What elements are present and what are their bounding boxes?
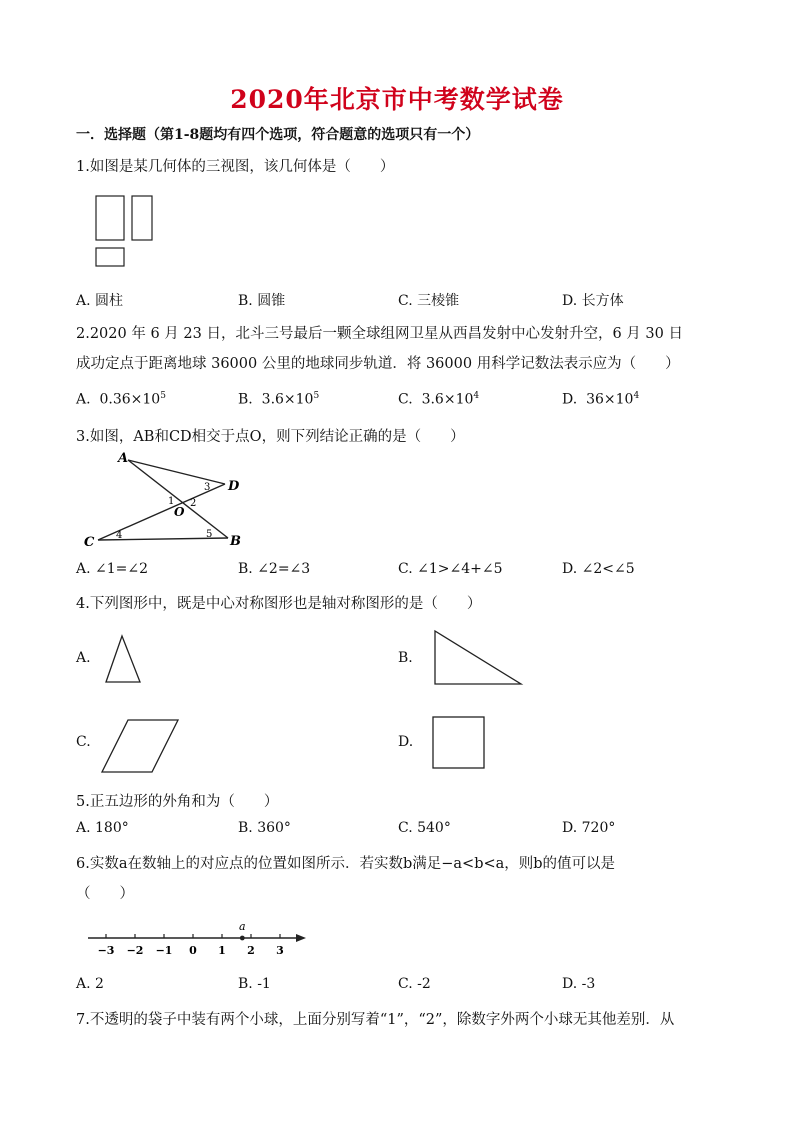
front-view-rect bbox=[96, 196, 124, 240]
point-a-dot bbox=[240, 936, 245, 941]
question-6-stem-line2: （ ） bbox=[76, 886, 134, 902]
angle-4-label: 4 bbox=[116, 530, 123, 541]
label-c: C bbox=[84, 535, 95, 550]
question-2-stem-line2: 成功定点于距离地球 36000 公里的地球同步轨道．将 36000 用科学记数法表示应为（ ） bbox=[76, 356, 680, 372]
angle-5-label: 5 bbox=[206, 529, 213, 540]
q6-option-a: A. 2 bbox=[76, 976, 104, 992]
q2-option-b: B. $3.6\times 10^5$ bbox=[238, 391, 320, 408]
isosceles-triangle-shape bbox=[100, 630, 150, 690]
q1-option-c: C. 三棱锥 bbox=[398, 293, 460, 309]
number-line-arrow bbox=[296, 934, 306, 942]
q5-option-b: B. 360° bbox=[238, 820, 291, 836]
q1-option-a: A. 圆柱 bbox=[76, 293, 124, 309]
top-view-rect bbox=[96, 248, 124, 266]
number-line-tick-label: −1 bbox=[155, 944, 173, 957]
q3-option-b: B. ∠2=∠3 bbox=[238, 561, 311, 577]
q2-option-d: D. $36\times 10^4$ bbox=[562, 391, 640, 408]
question-6-stem-line1: 6.实数a在数轴上的对应点的位置如图所示．若实数b满足−a<b<a，则b的值可以是 bbox=[76, 856, 616, 872]
q3-option-c: C. ∠1>∠4+∠5 bbox=[398, 561, 503, 577]
question-7-stem-line1: 7.不透明的袋子中装有两个小球，上面分别写着“1”，“2”，除数字外两个小球无其他差别．从 bbox=[76, 1012, 675, 1028]
number-line-figure bbox=[84, 916, 314, 962]
q5-option-a: A. 180° bbox=[76, 820, 129, 836]
label-a: A bbox=[118, 451, 129, 466]
q4-option-c-label: C. bbox=[76, 734, 91, 750]
question-5-stem: 5.正五边形的外角和为（ ） bbox=[76, 794, 279, 810]
square-shape bbox=[428, 712, 490, 774]
q4-option-d-label: D. bbox=[398, 734, 414, 750]
side-view-rect bbox=[132, 196, 152, 240]
angle-2-label: 2 bbox=[190, 498, 197, 509]
section-heading: 一．选择题（第1-8题均有四个选项，符合题意的选项只有一个） bbox=[76, 127, 480, 143]
three-view-figure bbox=[90, 190, 160, 275]
label-b: B bbox=[230, 534, 241, 549]
label-d: D bbox=[228, 479, 240, 494]
question-4-stem: 4.下列图形中，既是中心对称图形也是轴对称图形的是（ ） bbox=[76, 596, 482, 612]
q6-option-b: B. -1 bbox=[238, 976, 271, 992]
question-2-stem-line1: 2.2020 年 6 月 23 日，北斗三号最后一颗全球组网卫星从西昌发射中心发射升空，6 月 30 日 bbox=[76, 326, 683, 342]
number-line-tick-label: −3 bbox=[97, 944, 115, 957]
label-o: O bbox=[174, 505, 185, 519]
q5-option-c: C. 540° bbox=[398, 820, 451, 836]
angle-3-label: 3 bbox=[204, 482, 211, 493]
point-a-label: a bbox=[239, 920, 246, 933]
number-line-tick-label: 3 bbox=[276, 944, 284, 957]
q2-option-a: A. $0.36\times 10^5$ bbox=[76, 391, 166, 408]
q3-option-a: A. ∠1=∠2 bbox=[76, 561, 149, 577]
number-line-tick-label: 1 bbox=[218, 944, 226, 957]
q4-option-b-label: B. bbox=[398, 650, 413, 666]
q2-option-c: C. $3.6\times 10^4$ bbox=[398, 391, 480, 408]
q6-option-c: C. -2 bbox=[398, 976, 431, 992]
q3-option-d: D. ∠2<∠5 bbox=[562, 561, 635, 577]
intersecting-lines-figure bbox=[80, 450, 260, 550]
page-title: 2020年北京市中考数学试卷 bbox=[230, 85, 564, 114]
q6-option-d: D. -3 bbox=[562, 976, 596, 992]
right-triangle-shape bbox=[430, 625, 530, 691]
angle-1-label: 1 bbox=[168, 496, 175, 507]
number-line-tick-label: 0 bbox=[189, 944, 197, 957]
q5-option-d: D. 720° bbox=[562, 820, 616, 836]
parallelogram-shape bbox=[98, 716, 186, 778]
question-3-stem: 3.如图，AB和CD相交于点O，则下列结论正确的是（ ） bbox=[76, 429, 465, 445]
q1-option-d: D. 长方体 bbox=[562, 293, 624, 309]
number-line-tick-label: 2 bbox=[247, 944, 255, 957]
question-1-stem: 1.如图是某几何体的三视图，该几何体是（ ） bbox=[76, 159, 395, 175]
number-line-tick-label: −2 bbox=[126, 944, 144, 957]
q1-option-b: B. 圆锥 bbox=[238, 293, 286, 309]
q4-option-a-label: A. bbox=[76, 650, 91, 666]
